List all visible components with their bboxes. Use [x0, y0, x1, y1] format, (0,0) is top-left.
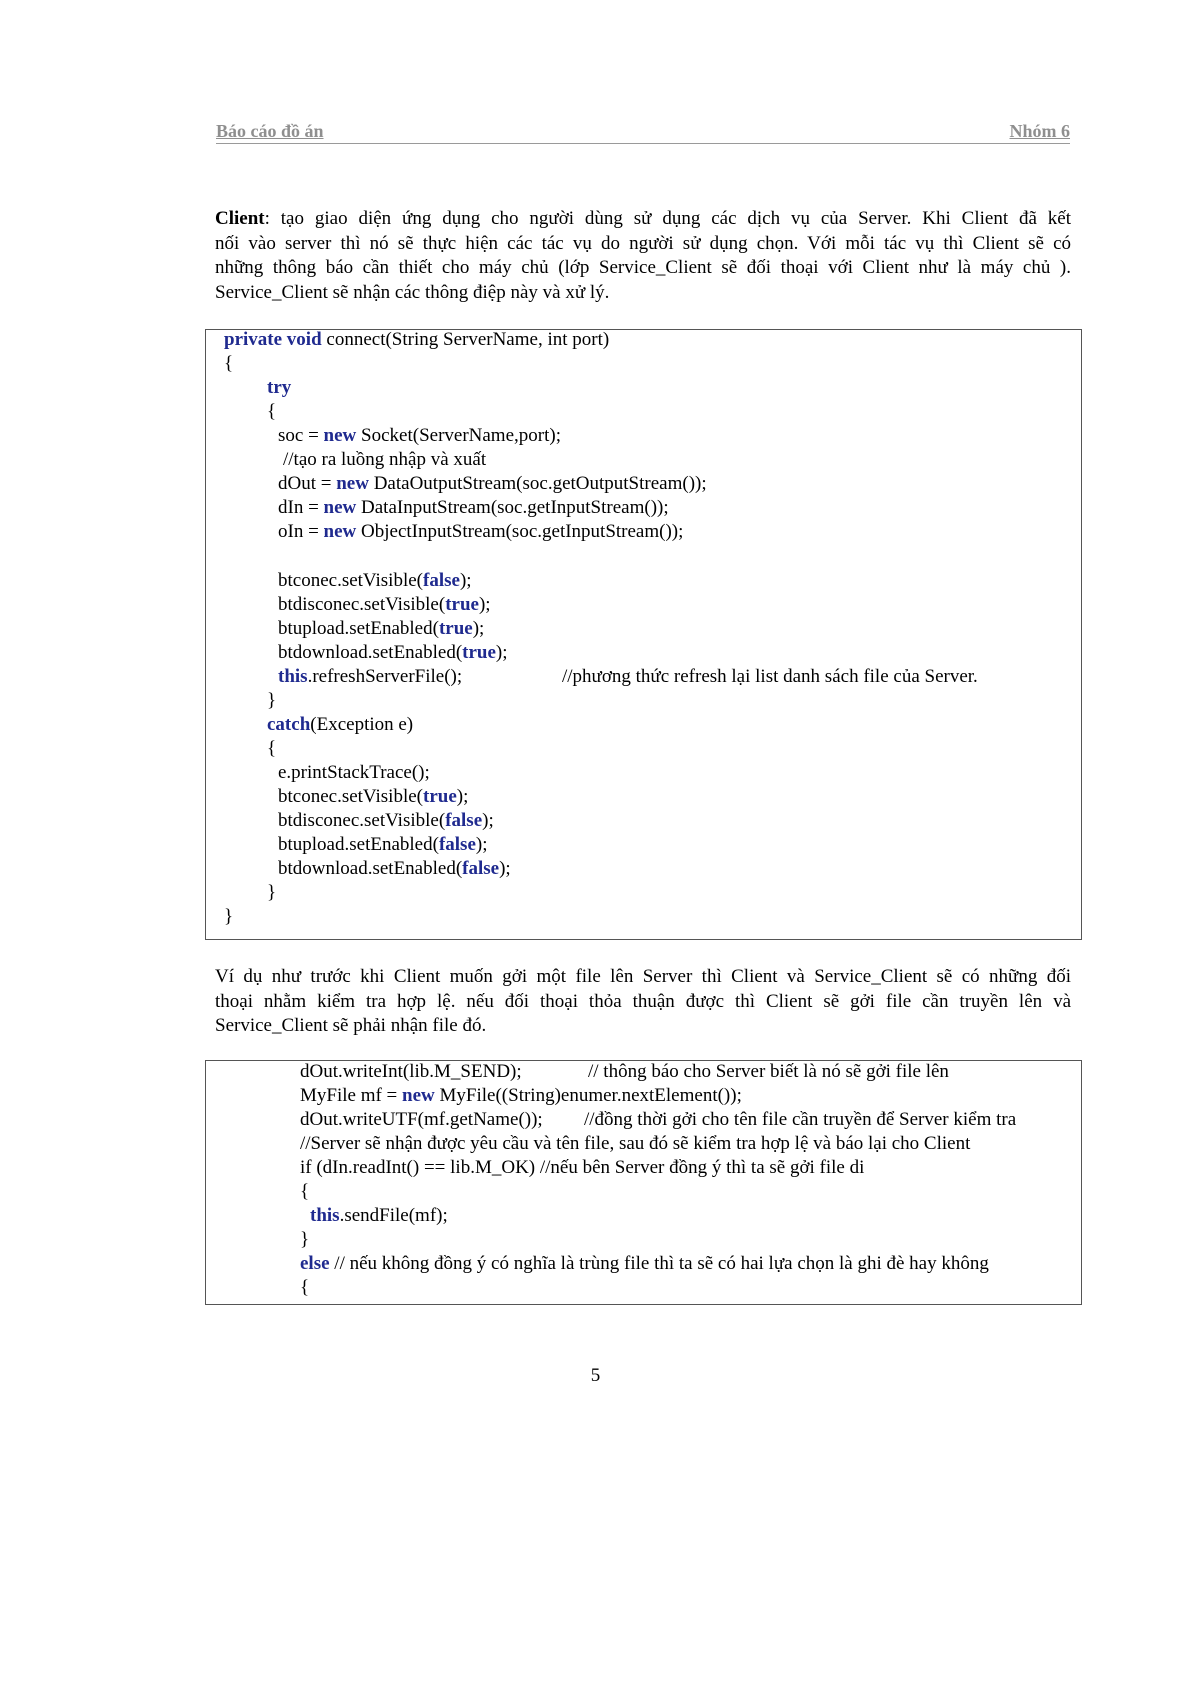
code-line: try [267, 377, 292, 398]
code-line: if (dIn.readInt() == lib.M_OK) //nếu bên Server đồng ý thì ta sẽ gởi file di [300, 1157, 865, 1178]
code-comment: //phương thức refresh lại list danh sách file của Server. [562, 666, 978, 687]
code-line: oIn = new ObjectInputStream(soc.getInputStream()); [278, 521, 684, 542]
header-group: Nhóm 6 [1009, 121, 1070, 141]
page-header [216, 121, 1070, 144]
page-number: 5 [590, 1365, 601, 1386]
code-line: MyFile mf = new MyFile((String)enumer.nextElement()); [300, 1085, 742, 1106]
code-line: this.refreshServerFile(); [278, 666, 463, 687]
code-line: { [267, 401, 277, 422]
code-line: } [267, 882, 277, 903]
code-line: else // nếu không đồng ý có nghĩa là trùng file thì ta sẽ có hai lựa chọn là ghi đè hay không [300, 1253, 989, 1274]
code-line: btconec.setVisible(false); [278, 570, 472, 591]
code-line: soc = new Socket(ServerName,port); [278, 425, 561, 446]
client-description-paragraph [215, 207, 1071, 305]
code-line: btupload.setEnabled(false); [278, 834, 488, 855]
code-comment: //Server sẽ nhận được yêu cầu và tên file, sau đó sẽ kiểm tra hợp lệ và báo lại cho Client [300, 1133, 971, 1154]
code-line: btdownload.setEnabled(true); [278, 642, 508, 663]
code-line: } [224, 906, 234, 927]
code-line: btdisconec.setVisible(false); [278, 810, 494, 831]
paragraph-line: Ví dụ như trước khi Client muốn gởi một file lên Server thì Client và Service_Client sẽ có những đối [215, 966, 1071, 987]
paragraph-line: nối vào server thì nó sẽ thực hiện các tác vụ do người sử dụng chọn. Với mỗi tác vụ thì Client sẽ có [215, 232, 1071, 254]
code-line: } [300, 1229, 310, 1250]
code-line: dIn = new DataInputStream(soc.getInputStream()); [278, 497, 669, 518]
send-file-code-box [205, 1060, 1082, 1305]
code-line: this.sendFile(mf); [310, 1205, 448, 1226]
client-term: Client [215, 208, 265, 229]
code-line: { [267, 738, 277, 759]
code-line: catch(Exception e) [267, 714, 414, 735]
code-line: } [267, 690, 277, 711]
paragraph-line: những thông báo cần thiết cho máy chủ (lớp Service_Client sẽ đối thoại với Client như là máy chủ ). [215, 257, 1071, 278]
code-line: { [300, 1181, 310, 1202]
code-line: private void connect(String ServerName, int port) [224, 329, 610, 350]
upload-description-paragraph [215, 965, 1071, 1039]
code-line: btdownload.setEnabled(false); [278, 858, 511, 879]
paragraph-line: Client: tạo giao diện ứng dụng cho người dùng sử dụng các dịch vụ của Server. Khi Client đã kết [215, 208, 1071, 229]
connect-code-box [205, 329, 1082, 940]
code-comment: // thông báo cho Server biết là nó sẽ gởi file lên [588, 1061, 949, 1082]
code-line: dOut = new DataOutputStream(soc.getOutputStream()); [278, 473, 707, 494]
paragraph-line: Service_Client sẽ phải nhận file đó. [215, 1015, 487, 1036]
code-line: btdisconec.setVisible(true); [278, 594, 491, 615]
code-line: dOut.writeInt(lib.M_SEND); [300, 1061, 522, 1082]
code-line: btupload.setEnabled(true); [278, 618, 485, 639]
paragraph-line: Service_Client sẽ nhận các thông điệp này và xử lý. [215, 281, 610, 303]
code-line: btconec.setVisible(true); [278, 786, 469, 807]
header-title: Báo cáo đồ án [216, 121, 324, 141]
paragraph-line: thoại nhằm kiểm tra hợp lệ. nếu đối thoại thỏa thuận được thì Client sẽ gởi file cần truyền lên và [215, 990, 1071, 1012]
code-comment: //đồng thời gởi cho tên file cần truyền để Server kiểm tra [584, 1109, 1017, 1130]
code-comment: //tạo ra luồng nhập và xuất [283, 449, 487, 470]
code-line: dOut.writeUTF(mf.getName()); [300, 1109, 543, 1130]
code-line: e.printStackTrace(); [278, 762, 430, 783]
code-line: { [224, 353, 234, 374]
code-line: { [300, 1277, 310, 1298]
